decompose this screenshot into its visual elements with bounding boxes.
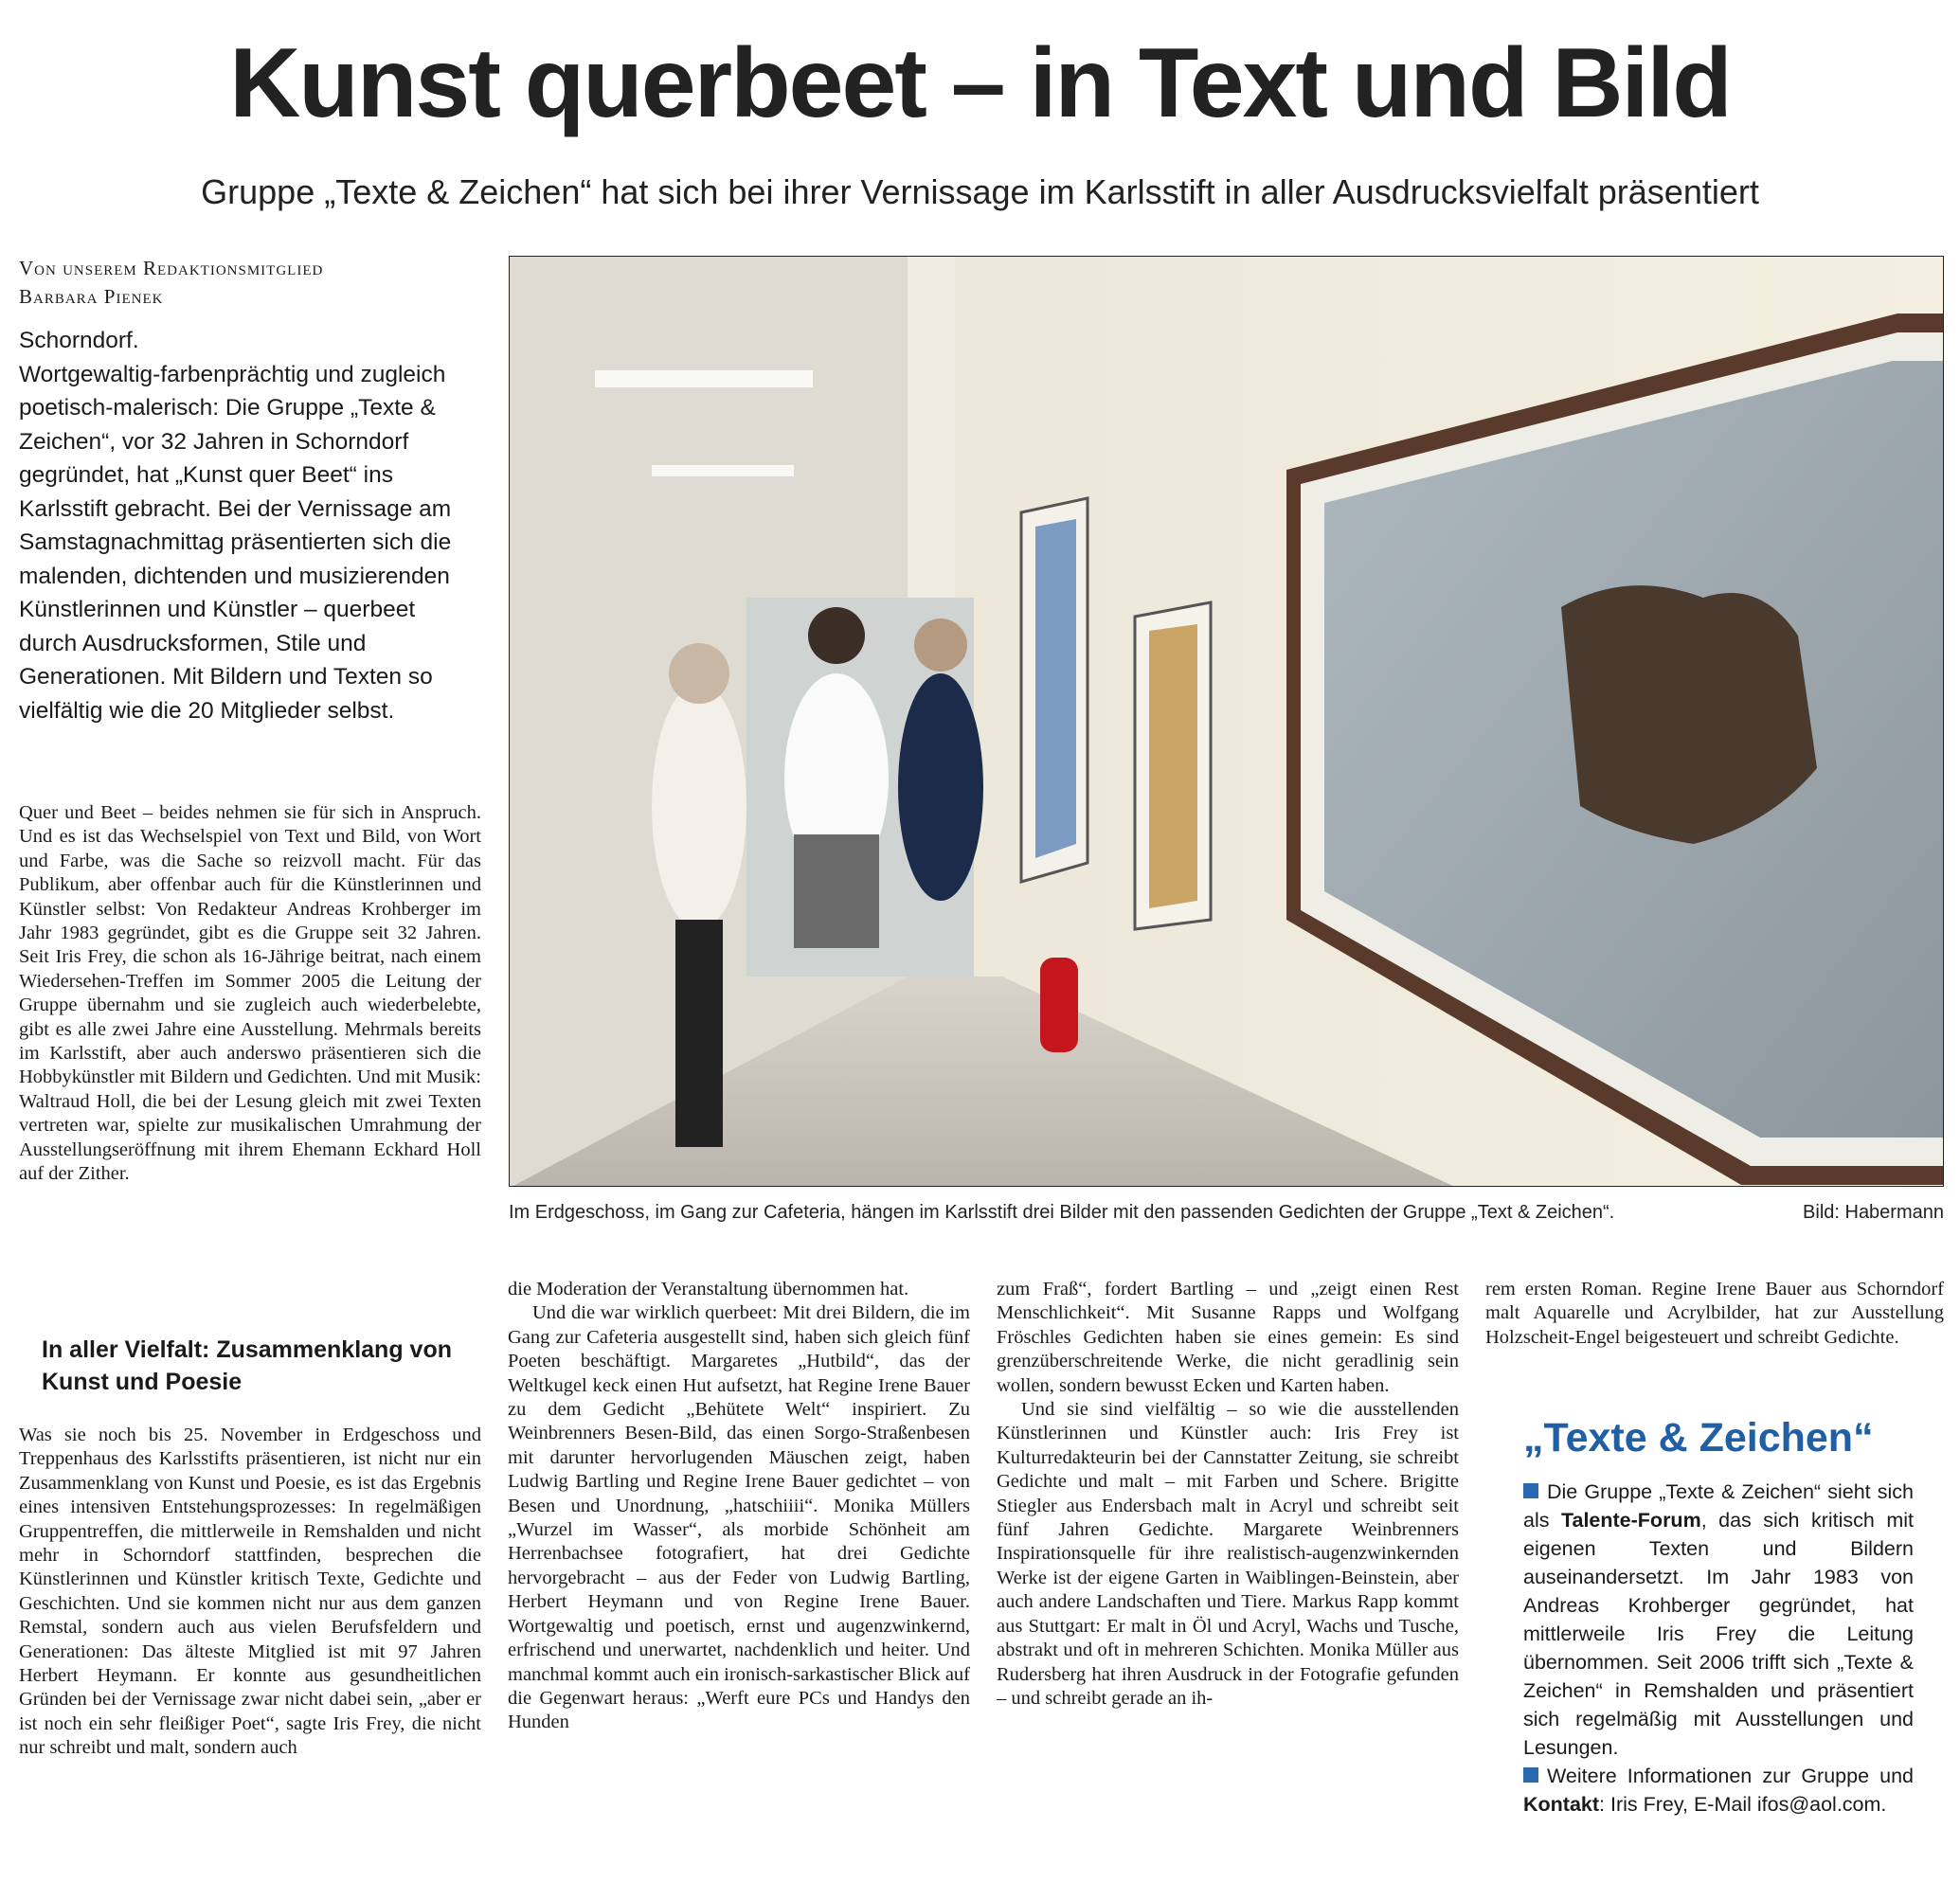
infobox-highlight: Talente-Forum [1560, 1509, 1701, 1532]
body-paragraph: die Moderation der Veranstaltung übernommen hat. [508, 1279, 909, 1299]
infobox-text: : Iris Frey, E-Mail ifos@aol.com. [1599, 1793, 1887, 1816]
article-column-3 [997, 1278, 1459, 1711]
body-paragraph: zum Fraß“, fordert Bartling – und „zeigt einen Rest Menschlichkeit“. Mit Susanne Rapps und Wolfgang Fröschles Gedichten haben sie eines gemein: Es sind grenzüberschreitende Werke, die nicht geradlinig sein wollen, sondern bewusst Ecken und Karten haben. [997, 1279, 1459, 1396]
infobox-title: „Texte & Zeichen“ [1523, 1415, 1874, 1461]
caption-text: Im Erdgeschoss, im Gang zur Cafeteria, hängen im Karlsstift drei Bilder mit den passenden Gedichten der Gruppe „Text & Zeichen“. [509, 1202, 1615, 1223]
infobox-text: , das sich kritisch mit eigenen Texten und Bildern auseinandersetzt. Im Jahr 1983 von Andreas Krohberger gegründet, hat mittlerweile Iris Frey die Leitung übernommen. Seit 2006 trifft sich „Texte & Zeichen“ in Remshalden und präsentiert sich regelmäßig mit Ausstellungen und Lesungen. [1523, 1509, 1914, 1759]
dateline: Schorndorf. [19, 328, 139, 353]
subheadline: Gruppe „Texte & Zeichen“ hat sich bei ihrer Vernissage im Karlsstift in aller Ausdrucksvielfalt präsentiert [201, 172, 1759, 211]
square-bullet-icon [1523, 1767, 1538, 1783]
infobox [1523, 1478, 1914, 1819]
article-column-4 [1485, 1278, 1944, 1350]
body-paragraph: Quer und Beet – beides nehmen sie für sich in Anspruch. Und es ist das Wechselspiel von Text und Bild, von Wort und Farbe, was die Sache so reizvoll macht. Für das Publikum, aber offenbar auch für die Künstlerinnen und Künstler selbst: Von Redakteur Andreas Krohberger im Jahr 1983 gegründet, gibt es die Gruppe seit 32 Jahren. Seit Iris Frey, die schon als 16-Jährige beitrat, nach einem Wiedersehen-Treffen im Sommer 2005 die Leitung der Gruppe übernahm und sie zugleich auch wiederbelebte, gibt es alle zwei Jahre eine Ausstellung. Mehrmals bereits im Karlsstift, aber auch anderswo präsentieren sich die Hobbykünstler mit Bildern und Gedichten. Und mit Musik: Waltraud Holl, die bei der Lesung gleich mit zwei Texten vertreten war, spielte zur musikalischen Umrahmung der Ausstellungseröffnung mit ihrem Ehemann Eckhard Holl auf der Zither. [19, 802, 481, 1185]
hallway-exhibition-photo [510, 257, 1944, 1187]
infobox-item [1523, 1762, 1914, 1819]
square-bullet-icon [1523, 1483, 1538, 1498]
infobox-text: Die Gruppe „Texte & Zeichen“ sieht sich als [1523, 1480, 1914, 1532]
byline-author: Barbara Pienek [19, 285, 164, 308]
article-column-1-bottom [19, 1424, 481, 1761]
article-photo [509, 256, 1944, 1187]
headline: Kunst querbeet – in Text und Bild [229, 28, 1731, 138]
article-column-2 [508, 1278, 970, 1735]
infobox-highlight: Kontakt [1523, 1793, 1600, 1816]
byline-role: Von unserem Redaktionsmitglied [19, 257, 324, 279]
photo-credit: Bild: Habermann [1803, 1202, 1944, 1223]
photo-caption [509, 1199, 1944, 1226]
body-paragraph: rem ersten Roman. Regine Irene Bauer aus Schorndorf malt Aquarelle und Acrylbilder, hat zur Ausstellung Holzscheit-Engel beigesteuert und schreibt Gedichte. [1485, 1279, 1944, 1348]
infobox-text: Weitere Informationen zur Gruppe und [1547, 1765, 1914, 1787]
byline [19, 254, 493, 311]
article-column-1-top [19, 801, 481, 1187]
section-subtitle: In aller Vielfalt: Zusammenklang von Kunst und Poesie [42, 1336, 452, 1395]
lead-text: Wortgewaltig-farbenprächtig und zugleich poetisch-malerisch: Die Gruppe „Texte & Zeichen“, vor 32 Jahren in Schorndorf gegründet, hat „Kunst quer Beet“ ins Karlsstift gebracht. Bei der Vernissage am Samstagnachmittag präsentierten sich die malenden, dichtenden und musizierenden Künstlerinnen und Künstler – querbeet durch Ausdrucksformen, Stile und Generationen. Mit Bildern und Texten so vielfältig wie die 20 Mitglieder selbst. [19, 361, 452, 724]
body-paragraph: Was sie noch bis 25. November in Erdgeschoss und Treppenhaus des Karlsstifts präsentieren, ist nicht nur ein Zusammenklang von Kunst und Poesie, es ist das Ergebnis eines intensiven Entstehungsprozesses: In regelmäßigen Gruppentreffen, die mittlerweile in Remshalden und nicht mehr in Schorndorf stattfinden, besprechen die Künstlerinnen und Künstler kritisch Texte, Gedichte und Geschichten. Und sie kommen nicht nur aus dem ganzen Remstal, sondern auch aus vielen Berufsfeldern und Generationen: Das älteste Mitglied ist mit 97 Jahren Herbert Heymann. Er konnte aus gesundheitlichen Gründen bei der Vernissage zwar nicht dabei sein, „aber er ist noch ein sehr fleißiger Poet“, sagte Iris Frey, die nicht nur schreibt und malt, sondern auch [19, 1425, 481, 1759]
body-paragraph: Und sie sind vielfältig – so wie die ausstellenden Künstlerinnen und Künstler auch: Iris Frey ist Kulturredakteurin bei der Cannstatter Zeitung, sie schreibt Gedichte und malt – mit Farben und Schere. Brigitte Stiegler aus Endersbach malt in Acryl und schreibt seit fünf Jahren Gedichte. Margarete Weinbrenners Inspirationsquelle für ihre realistisch-augenzwinkernden Werke ist der eigene Garten in Waiblingen-Beinstein, aber auch andere Landschaften und Tiere. Markus Rapp kommt aus Stuttgart: Er malt in Öl und Acryl, Wachs und Tusche, abstrakt und oft in mehreren Schichten. Monika Müller aus Rudersberg hat ihren Ausdruck in der Fotografie gefunden – und schreibt gerade an ih- [997, 1399, 1459, 1709]
lead-paragraph [19, 324, 474, 727]
infobox-item [1523, 1478, 1914, 1762]
body-paragraph: Und die war wirklich querbeet: Mit drei Bildern, die im Gang zur Cafeteria ausgestellt sind, haben sich gleich fünf Poeten beschäftigt. Margaretes „Hutbild“, das der Weltkugel keck einen Hut aufsetzt, hat Regine Irene Bauer zu dem Gedicht „Behütete Welt“ inspiriert. Zu Weinbrenners Besen-Bild, das einen Sorgo-Straßenbesen mit darunter hervorlugenden Mäuschen zeigt, haben Ludwig Bartling und Regine Irene Bauer gedichtet – von Besen und Unordnung, „hatschiiii“. Monika Müllers „Wurzel im Wasser“, als morbide Schönheit am Herrenbachsee fotografiert, hat drei Gedichte hervorgebracht – aus der Feder von Ludwig Bartling, Herbert Heymann und von Regine Irene Bauer. Wortgewaltig und poetisch, ernst und augenzwinkernd, erfrischend und unerwartet, nachdenklich und heiter. Und manchmal kommt auch ein ironisch-sarkastischer Blick auf die Gegenwart heraus: „Werft eure PCs und Handys den Hunden [508, 1302, 970, 1733]
